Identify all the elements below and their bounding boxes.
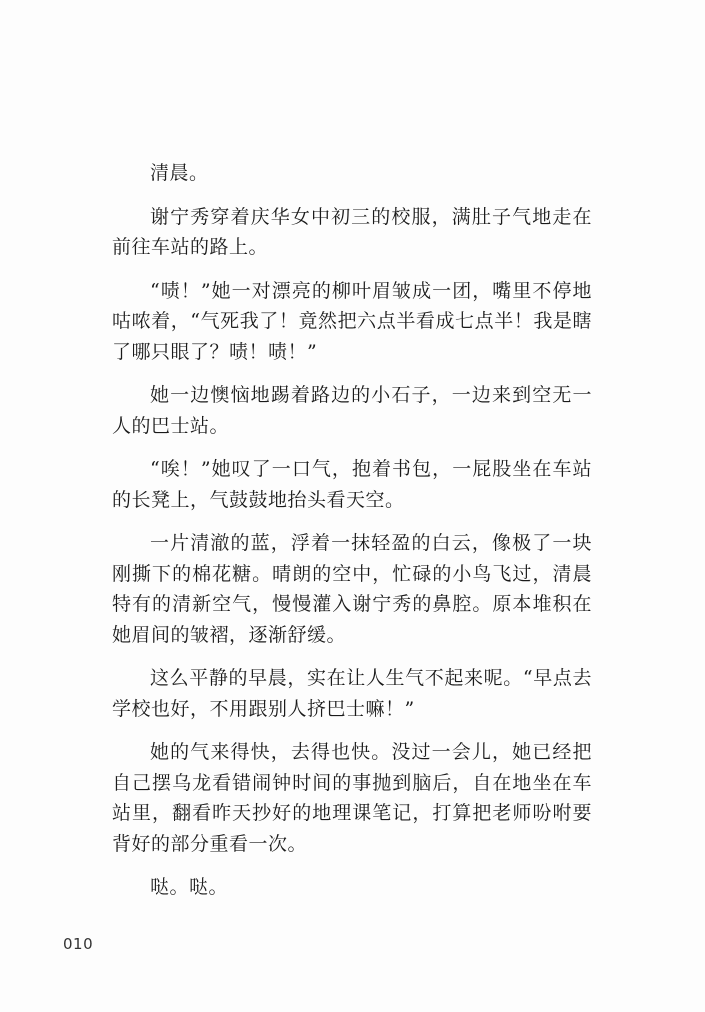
paragraph: “唉！”她叹了一口气，抱着书包，一屁股坐在车站的长凳上，气鼓鼓地抬头看天空。 <box>112 458 592 511</box>
paragraph: 一片清澈的蓝，浮着一抹轻盈的白云，像极了一块刚撕下的棉花糖。晴朗的空中，忙碌的小鸟飞过，清晨特有的清新空气，慢慢灌入谢宁秀的鼻腔。原本堆积在她眉间的皱褶，逐渐舒缓。 <box>112 532 592 646</box>
paragraph: 这么平静的早晨，实在让人生气不起来呢。“早点去学校也好，不用跟别人挤巴士嘛！” <box>112 667 592 720</box>
paragraph: “啧！”她一对漂亮的柳叶眉皱成一团，嘴里不停地咕哝着，“气死我了！竟然把六点半看成七点半！我是瞎了哪只眼了？啧！啧！” <box>112 279 592 363</box>
paragraph: 谢宁秀穿着庆华女中初三的校服，满肚子气地走在前往车站的路上。 <box>112 205 592 258</box>
paragraph: 哒。哒。 <box>150 876 229 898</box>
body-text <box>112 158 592 916</box>
paragraph: 她的气来得快，去得也快。没过一会儿，她已经把自己摆乌龙看错闹钟时间的事抛到脑后，自在地坐在车站里，翻看昨天抄好的地理课笔记，打算把老师吩咐要背好的部分重看一次。 <box>112 741 592 855</box>
page-number: 010 <box>63 935 94 953</box>
paragraph: 她一边懊恼地踢着路边的小石子，一边来到空无一人的巴士站。 <box>112 384 592 437</box>
paragraph: 清晨。 <box>150 162 209 184</box>
